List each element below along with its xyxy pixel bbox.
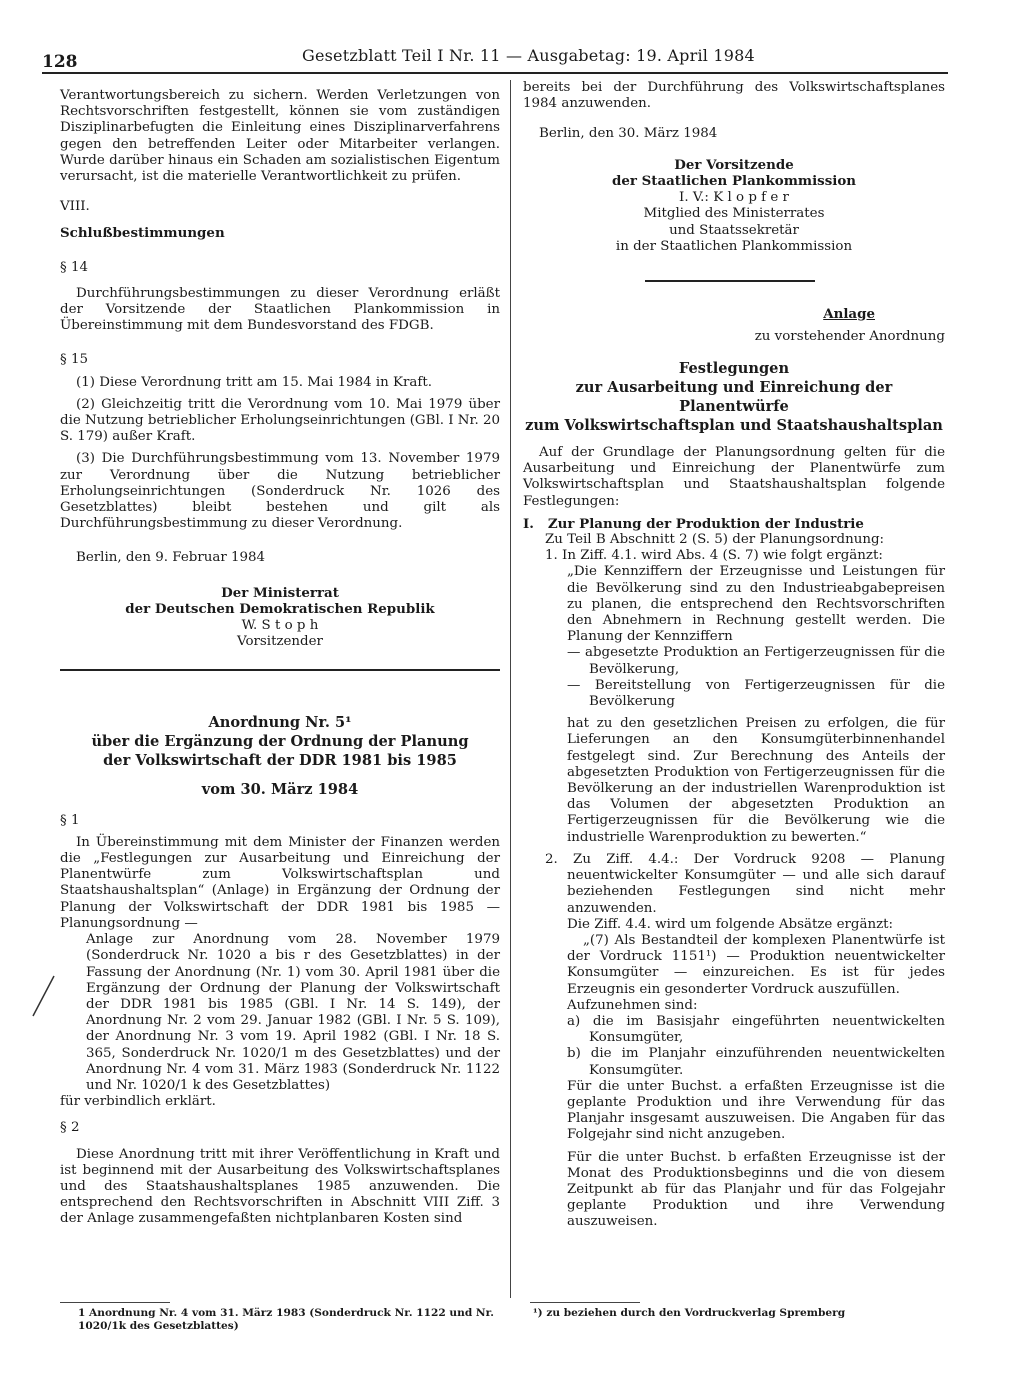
paragraph-2-heading: § 2 (60, 1120, 80, 1136)
signature-block (60, 585, 500, 651)
item-list (523, 548, 945, 1230)
signature-role-2: und Staatssekretär (669, 222, 799, 238)
signature-role: Vorsitzender (237, 634, 323, 650)
paragraph-1-end: für verbindlich erklärt. (60, 1094, 216, 1110)
ordinance-date: vom 30. März 1984 (201, 780, 359, 798)
footnote-right: ¹) zu beziehen durch den Vordruckverlag Spremberg (533, 1307, 846, 1319)
ordinance-title-line1: Anordnung Nr. 5¹ (208, 713, 352, 731)
footnote-left: 1 Anordnung Nr. 4 vom 31. März 1983 (Sonderdruck Nr. 1122 und Nr. 1020/1k des Gesetzblattes) (78, 1307, 494, 1332)
page-number: 128 (42, 52, 78, 72)
item-2-quote: „(7) Als Bestandteil der komplexen Planentwürfe ist der Vordruck 1151¹) — Produktion neuentwickelter Konsumgüter — einzureichen. Es ist für jedes Erzeugnis ein gesonderter Vordruck auszufüllen. (567, 932, 945, 997)
ordinance-title-line2: über die Ergänzung der Ordnung der Planung (91, 732, 469, 750)
paragraph-2-text: Diese Anordnung tritt mit ihrer Veröffentlichung in Kraft und ist beginnend mit der Ausarbeitung des Volkswirtschaftsplanes und des Staatshaushaltsplanes 1985 anzuwenden. Die entsprechend den Rechtsvorschriften in Abschnitt VIII Ziff. 3 der Anlage zusammengefaßten nichtplanbaren Kosten sind (60, 1146, 500, 1227)
signature-role-1: Mitglied des Ministerrates (643, 206, 825, 222)
footnote-rule-right (530, 1302, 640, 1303)
item-1-continuation: hat zu den gesetzlichen Preisen zu erfolgen, die für Lieferungen an den Konsumgüterbinnenhandel festgelegt sind. Zur Berechnung des Anteils der abgesetzten Produktion von Fertigerzeugnissen für die Bevölkerung an der industriellen Warenproduktion ist das Volumen der abgesetzten Produktion an Fertigerzeugnissen für die Bevölkerung wie die industrielle Warenproduktion zu bewerten.“ (567, 716, 945, 845)
pencil-mark-icon (30, 974, 56, 1020)
paragraph-15-clause-1: (1) Diese Verordnung tritt am 15. Mai 1984 in Kraft. (76, 374, 433, 390)
item-2-option-a: a) die im Basisjahr eingeführten neuentwickelten Konsumgüter, (567, 1013, 945, 1046)
section-i-heading: I. Zur Planung der Produktion der Industrie (523, 515, 864, 532)
column-divider (510, 80, 511, 1298)
ordinance-title-line3: der Volkswirtschaft der DDR 1981 bis 1985 (103, 751, 457, 769)
footnote-rule-left (60, 1302, 170, 1303)
item-2-body (545, 917, 945, 1231)
paragraph-14-text: Durchführungsbestimmungen zu dieser Verordnung erläßt der Vorsitzende der Staatlichen Plankommission in Übereinstimmung mit dem Bundesvorstand des FDGB. (60, 285, 500, 334)
signature-org-right: Der Vorsitzende (674, 156, 794, 173)
signature-org: Der Ministerrat (221, 584, 339, 601)
paragraph-14-heading: § 14 (60, 259, 88, 275)
ordinance-title (60, 713, 500, 799)
section-number: VIII. (60, 199, 90, 215)
paragraph-1-text: In Übereinstimmung mit dem Minister der Finanzen werden die „Festlegungen zur Ausarbeitung und Einreichung der Planentwürfe zum Volkswirtschaftsplan und Staatshaushaltsplan“ (Anlage) in Ergänzung der Ordnung der Planung der Volkswirtschaft der DDR 1981 bis 1985 — Planungsordnung — (60, 834, 500, 931)
annex-title-line1: Festlegungen (678, 360, 790, 378)
item-1-heading: 1. In Ziff. 4.1. wird Abs. 4 (S. 7) wie folgt ergänzt: (545, 548, 883, 564)
signature-name: W. S t o p h (241, 617, 319, 633)
continued-paragraph-right: bereits bei der Durchführung des Volkswirtschaftsplanes 1984 anzuwenden. (523, 80, 945, 112)
paragraph-1-indented: Anlage zur Anordnung vom 28. November 1979 (Sonderdruck Nr. 1020 a bis r des Gesetzblattes) in der Fassung der Anordnung (Nr. 1) vom 30. April 1981 über die Ergänzung der Ordnung der Planung der Volkswirtschaft der DDR 1981 bis 1985 (GBl. I Nr. 14 S. 149), der Anordnung Nr. 2 vom 29. Januar 1982 (GBl. I Nr. 5 S. 109), der Anordnung Nr. 3 vom 19. April 1982 (GBl. I Nr. 18 S. 365, Sonderdruck Nr. 1020/1 m des Gesetzblattes) und der Anordnung Nr. 4 vom 31. März 1983 (Sonderdruck Nr. 1122 und Nr. 1020/1 k des Gesetzblattes) (86, 932, 500, 1093)
item-1-dash-2: — Bereitstellung von Fertigerzeugnissen für die Bevölkerung (567, 677, 945, 710)
section-i-subheading: Zu Teil B Abschnitt 2 (S. 5) der Planungsordnung: (545, 532, 885, 548)
annex-label-block (523, 306, 945, 345)
left-column (60, 88, 500, 1228)
section-title: Schlußbestimmungen (60, 225, 225, 242)
paragraph-15-heading: § 15 (60, 352, 88, 368)
item-1-dash-1: — abgesetzte Produktion an Fertigerzeugnissen für die Bevölkerung, (567, 645, 945, 677)
annex-title (523, 359, 945, 435)
item-1-quote: „Die Kennziffern der Erzeugnisse und Leistungen für die Bevölkerung sind zu den Industrieabgabepreisen zu planen, die entsprechend den Rechtsvorschriften den Abnehmern in Rechnung gestellt werden. Die Planung der Kennziffern (567, 564, 945, 645)
item-2-para-b: Für die unter Buchst. b erfaßten Erzeugnisse ist der Monat des Produktionsbeginns und die von diesem Zeitpunkt ab für das Planjahr und für das Folgejahr geplante Produktion und ihre Verwendung auszuweisen. (567, 1149, 945, 1230)
paragraph-1-heading: § 1 (60, 812, 80, 828)
place-date: Berlin, den 9. Februar 1984 (76, 550, 266, 566)
item-2-option-b: b) die im Planjahr einzuführenden neuentwickelten Konsumgüter. (567, 1046, 945, 1078)
paragraph-15-clause-3: (3) Die Durchführungsbestimmung vom 13. November 1979 zur Verordnung über die Nutzung betrieblicher Erholungseinrichtungen (Sonderdruck Nr. 1026 des Gesetzblattes) bleibt bestehen und gilt als Durchführungsbestimmung zu dieser Verordnung. (60, 451, 500, 532)
right-column (523, 80, 945, 1231)
signature-role-3: in der Staatlichen Plankommission (615, 239, 853, 255)
annex-intro: Auf der Grundlage der Planungsordnung gelten für die Ausarbeitung und Einreichung der Planentwürfe zum Volkswirtschaftsplan und Staatshaushaltsplan folgende Festlegungen: (523, 445, 945, 509)
annex-subtitle: zu vorstehender Anordnung (754, 328, 945, 344)
paragraph-15-clause-2: (2) Gleichzeitig tritt die Verordnung vom 10. Mai 1979 über die Nutzung betrieblicher Erholungseinrichtungen (GBl. I Nr. 20 S. 179) außer Kraft. (60, 396, 501, 445)
annex-title-line3: zum Volkswirtschaftsplan und Staatshaushaltsplan (525, 417, 943, 435)
item-2-include: Aufzunehmen sind: (567, 997, 698, 1013)
item-2-amendment: Die Ziff. 4.4. wird um folgende Absätze ergänzt: (567, 916, 894, 932)
annex-title-line2: zur Ausarbeitung und Einreichung der Planentwürfe (575, 379, 893, 416)
item-2-heading: 2. Zu Ziff. 4.4.: Der Vordruck 9208 — Planung neuentwickelter Konsumgüter — und alle sich darauf beziehenden Festlegungen sind nicht mehr anzuwenden. (545, 851, 945, 916)
item-2-para-a: Für die unter Buchst. a erfaßten Erzeugnisse ist die geplante Produktion und ihre Verwendung für das Planjahr insgesamt auszuweisen. Die Angaben für das Folgejahr sind nicht anzugeben. (567, 1078, 945, 1143)
place-date-right: Berlin, den 30. März 1984 (539, 126, 718, 142)
annex-label: Anlage (823, 305, 875, 322)
header-rule (42, 72, 948, 74)
signature-org-sub: der Deutschen Demokratischen Republik (125, 601, 435, 618)
item-1-body (545, 564, 945, 845)
running-header: Gesetzblatt Teil I Nr. 11 — Ausgabetag: 19. April 1984 (302, 46, 755, 65)
continued-paragraph: Verantwortungsbereich zu sichern. Werden Verletzungen von Rechtsvorschriften festgestellt, können sie vom zuständigen Disziplinarbefugten die Einleitung eines Disziplinarverfahrens gegen den betreffenden Leiter oder Mitarbeiter verlangen. Wurde darüber hinaus ein Schaden am sozialistischen Eigentum verursacht, ist die materielle Verantwortlichkeit zu prüfen. (60, 88, 500, 185)
signature-org-sub-right: der Staatlichen Plankommission (611, 173, 856, 190)
signature-name-right: I. V.: K l o p f e r (679, 189, 789, 205)
signature-block-right (523, 157, 945, 256)
